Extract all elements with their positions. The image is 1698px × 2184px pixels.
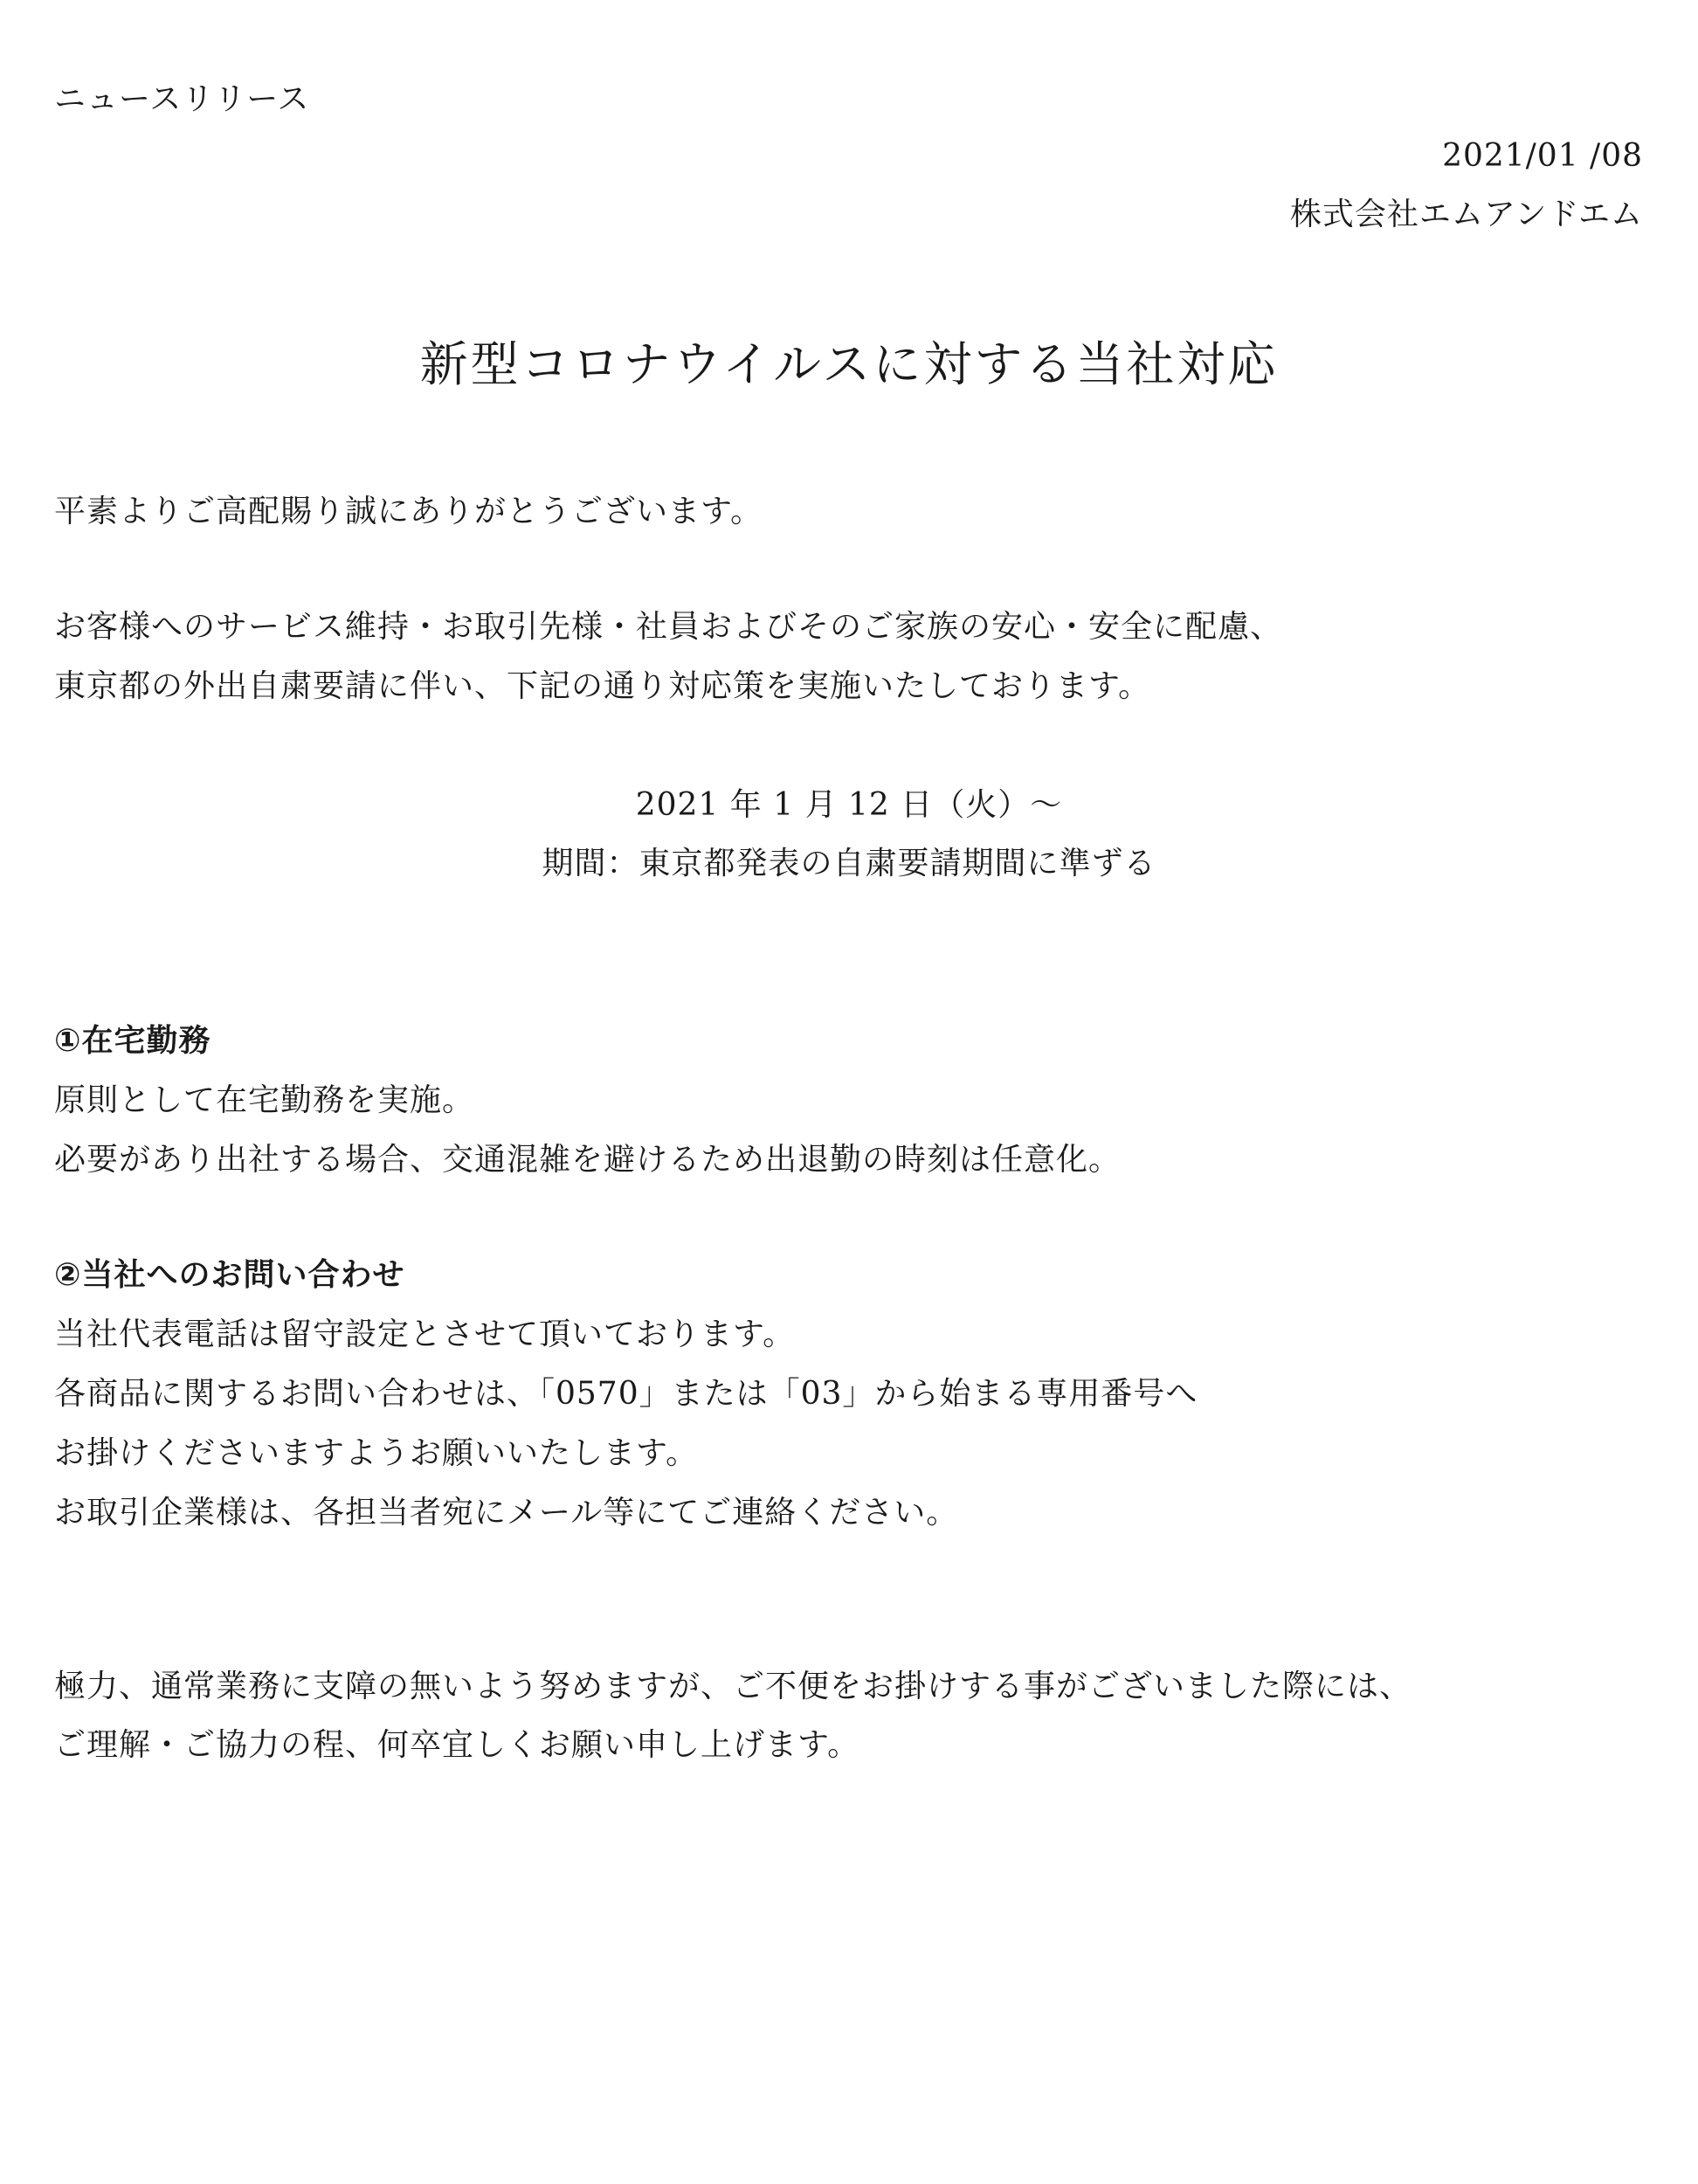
section-remote-work-line-1: 原則として在宅勤務を実施。	[54, 1082, 475, 1118]
section-remote-work-line-2: 必要があり出社する場合、交通混雑を避けるため出退勤の時刻は任意化。	[54, 1142, 1122, 1178]
section-inquiries-line-4: お取引企業様は、各担当者宛にメール等にてご連絡ください。	[54, 1495, 959, 1531]
section-inquiries-line-1: 当社代表電話は留守設定とさせて頂いております。	[54, 1317, 796, 1352]
section-heading-inquiries: ②当社へのお問い合わせ	[54, 1257, 405, 1293]
period-term: 期間：東京都発表の自粛要請期間に準ずる	[542, 846, 1156, 881]
release-label: ニュースリリース	[54, 81, 310, 117]
section-heading-remote-work: ①在宅勤務	[54, 1023, 211, 1059]
intro-line-1: お客様へのサービス維持・お取引先様・社員およびそのご家族の安心・安全に配慮、	[54, 609, 1283, 645]
page-title: 新型コロナウイルスに対する当社対応	[419, 336, 1279, 392]
section-inquiries-line-2: 各商品に関するお問い合わせは、「0570」または「03」から始まる専用番号へ	[54, 1376, 1198, 1412]
closing-line-1: 極力、通常業務に支障の無いよう努めますが、ご不便をお掛けする事がございました際には、	[54, 1669, 1412, 1704]
period-start: 2021 年 1 月 12 日（火）～	[635, 787, 1063, 823]
greeting-text: 平素よりご高配賜り誠にありがとうございます。	[54, 494, 763, 529]
section-inquiries-line-3: お掛けくださいますようお願いいたします。	[54, 1435, 699, 1471]
closing-line-2: ご理解・ご協力の程、何卒宜しくお願い申し上げます。	[54, 1727, 860, 1763]
release-date: 2021/01 /08	[1442, 138, 1643, 174]
intro-line-2: 東京都の外出自粛要請に伴い、下記の通り対応策を実施いたしております。	[54, 668, 1151, 704]
company-name: 株式会社エムアンドエム	[1289, 197, 1643, 232]
